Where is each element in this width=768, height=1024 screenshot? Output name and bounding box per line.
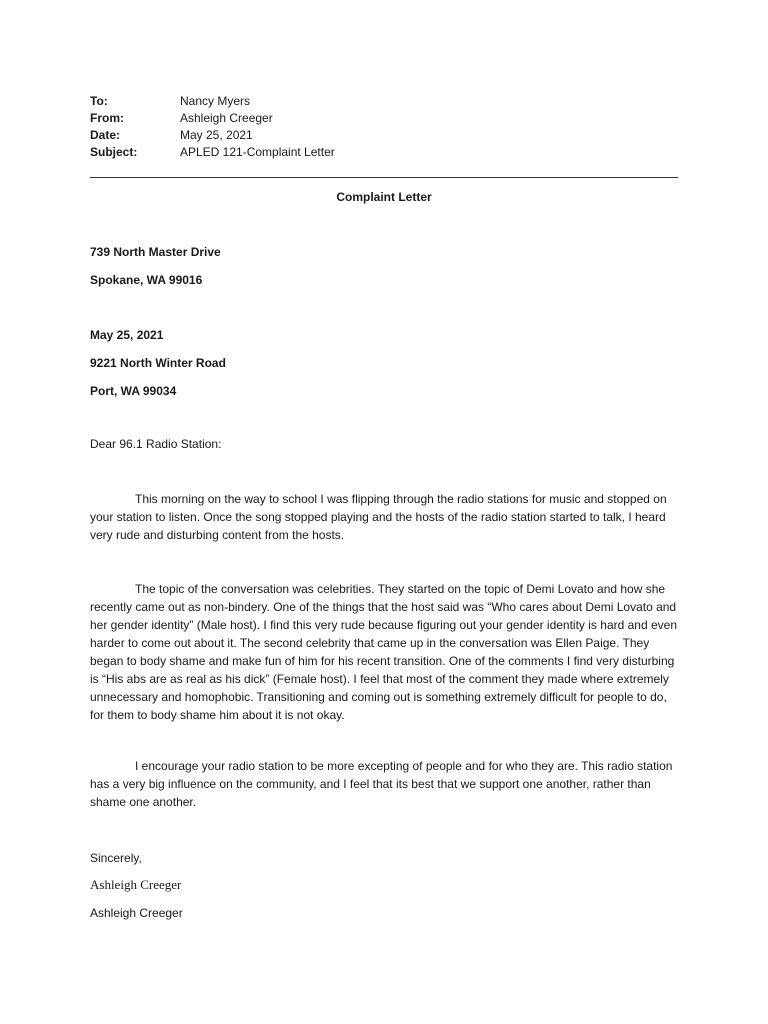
signature-name: Ashleigh Creeger — [90, 906, 183, 920]
memo-value-from: Ashleigh Creeger — [180, 111, 273, 125]
signature: Ashleigh Creeger — [90, 877, 182, 892]
memo-value-date: May 25, 2021 — [180, 128, 253, 142]
body-paragraph-3: I encourage your radio station to be more excepting of people and for who they are. This radio station has a very big influence on the community, and I feel that its best that we support one another, rather than shame one another. — [90, 759, 673, 809]
sender-city: Spokane, WA 99016 — [90, 273, 203, 287]
body-paragraph-2: The topic of the conversation was celebrities. They started on the topic of Demi Lovato and how she recently came out as non-bindery. One of the things that the host said was “Who cares about Demi Lovato and her gender identity” (Male host). I find this very rude because figuring out your gender identity is hard and even harder to come out about it. The second celebrity that came up in the conversation was Ellen Paige. They began to body shame and make fun of him for his recent transition. One of the comments I find very disturbing is “His abs are as real as his dick” (Female host). I feel that most of the comment they made where extremely unnecessary and homophobic. Transitioning and coming out is something extremely difficult for people to do, for them to body shame him about it is not okay. — [90, 582, 677, 722]
memo-row-from — [90, 109, 335, 126]
memo-value-to: Nancy Myers — [180, 94, 251, 108]
body-paragraph-1: This morning on the way to school I was flipping through the radio stations for music and stopped on your station to listen. Once the song stopped playing and the hosts of the radio station started to talk, I heard very rude and disturbing content from the hosts. — [90, 492, 667, 542]
memo-label-subject: Subject: — [90, 145, 138, 159]
memo-header — [90, 92, 335, 160]
letter-date: May 25, 2021 — [90, 328, 164, 342]
recipient-city: Port, WA 99034 — [90, 384, 177, 398]
memo-row-to — [90, 92, 335, 109]
recipient-street: 9221 North Winter Road — [90, 356, 226, 370]
memo-label-from: From: — [90, 111, 124, 125]
closing: Sincerely, — [90, 851, 142, 865]
memo-row-subject — [90, 143, 335, 160]
memo-row-date — [90, 126, 335, 143]
memo-label-to: To: — [90, 94, 108, 108]
letter-title: Complaint Letter — [336, 190, 432, 204]
header-divider — [90, 177, 678, 178]
memo-value-subject: APLED 121-Complaint Letter — [180, 145, 335, 159]
sender-street: 739 North Master Drive — [90, 245, 221, 259]
salutation: Dear 96.1 Radio Station: — [90, 437, 222, 451]
memo-label-date: Date: — [90, 128, 121, 142]
